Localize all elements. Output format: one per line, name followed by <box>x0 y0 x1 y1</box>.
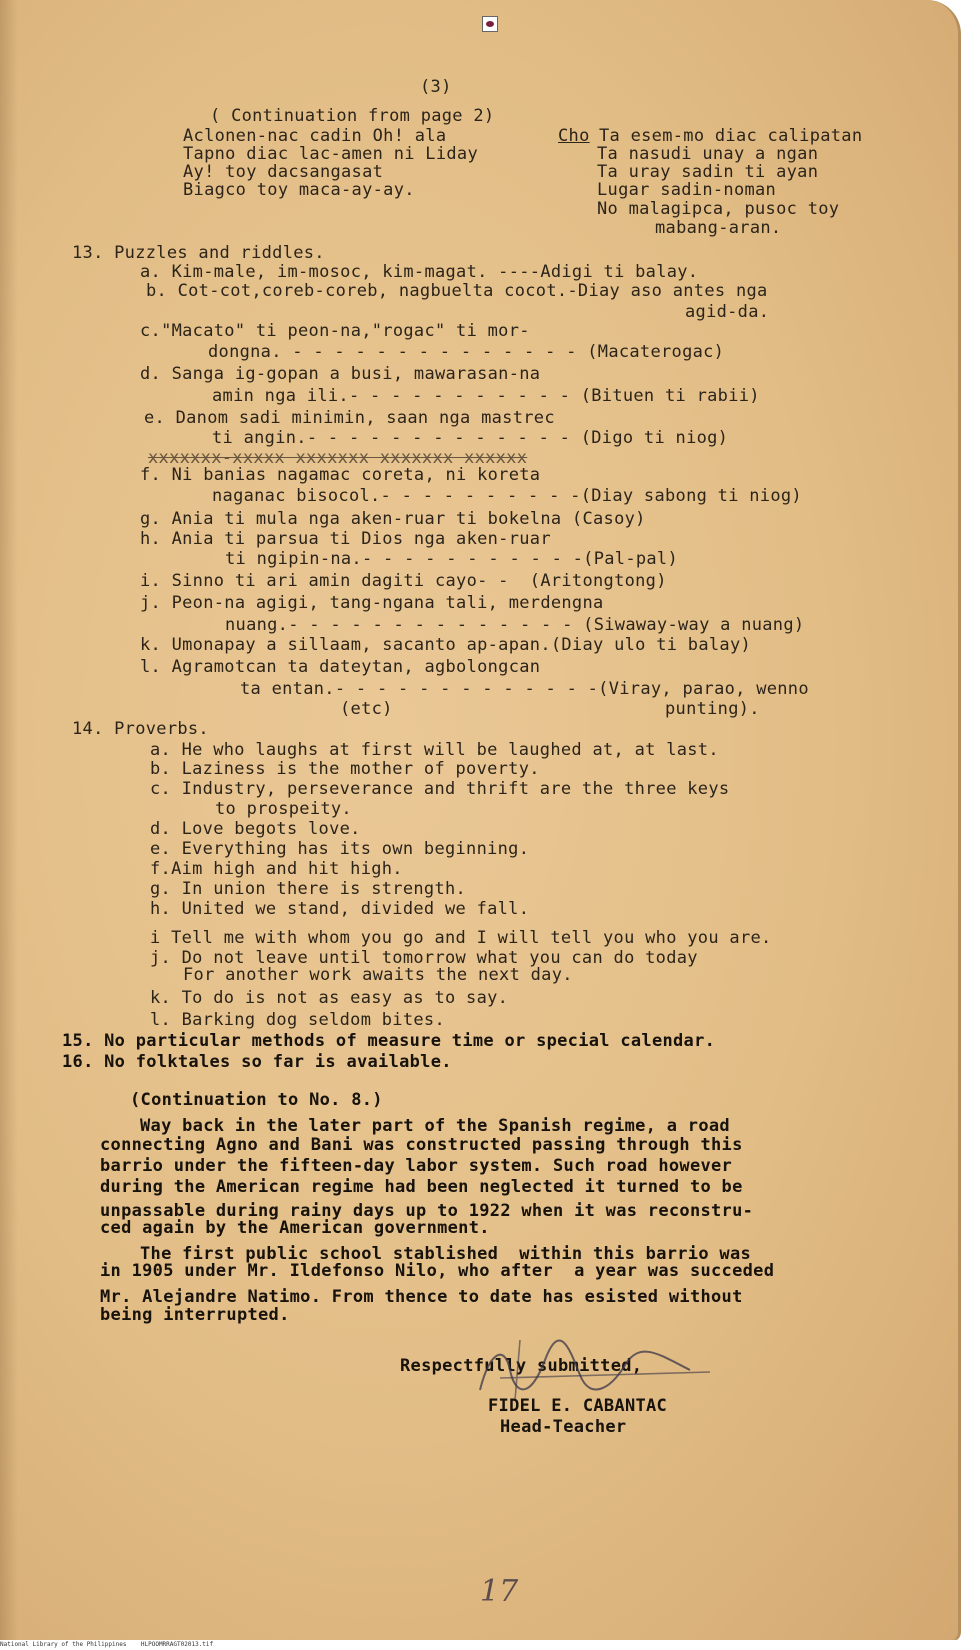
poem-left-line: Ay! toy dacsangasat <box>183 162 384 182</box>
continuation-note: ( Continuation from page 2) <box>210 106 495 126</box>
riddle-line: nuang.- - - - - - - - - - - - - - (Siwaway-way a nuang) <box>225 615 805 635</box>
struck-out-line: xxxxxxx-xxxxx xxxxxxx xxxxxxx xxxxxx <box>148 448 528 468</box>
source-footer: National Library of the Philippines HLPOOMRRAGT02013.tif <box>0 1640 980 1650</box>
riddle-line: (etc) <box>340 699 393 719</box>
poem-right-line: mabang-aran. <box>655 218 782 238</box>
proverb-line: h. United we stand, divided we fall. <box>150 899 530 919</box>
proverb-line: For another work awaits the next day. <box>183 965 573 985</box>
paragraph-line: connecting Agno and Bani was constructed passing through this <box>100 1135 743 1155</box>
proverb-line: b. Laziness is the mother of poverty. <box>150 759 540 779</box>
proverb-line: j. Do not leave until tomorrow what you can do today <box>150 948 698 968</box>
riddle-line: agid-da. <box>685 302 770 322</box>
riddle-line: e. Danom sadi minimin, saan nga mastrec <box>144 408 555 428</box>
item-16: 16. No folktales so far is available. <box>62 1052 452 1072</box>
proverb-line: f.Aim high and hit high. <box>150 859 403 879</box>
handwritten-page-number: 17 <box>480 1574 519 1609</box>
page-header: (3) <box>420 77 452 97</box>
continuation-heading: (Continuation to No. 8.) <box>130 1090 383 1110</box>
paragraph-line: being interrupted. <box>100 1305 290 1325</box>
signatory-name: FIDEL E. CABANTAC <box>488 1396 668 1416</box>
poem-right-line: Ta esem-mo diac calipatan <box>599 126 863 146</box>
riddle-line: g. Ania ti mula nga aken-ruar ti bokelna (Casoy) <box>140 509 646 529</box>
riddle-line: b. Cot-cot,coreb-coreb, nagbuelta cocot.-Diay aso antes nga <box>146 281 768 301</box>
proverb-line: c. Industry, perseverance and thrift are the three keys <box>150 779 730 799</box>
proverb-line: e. Everything has its own beginning. <box>150 839 530 859</box>
signatory-title: Head-Teacher <box>500 1417 627 1437</box>
riddle-line: k. Umonapay a sillaam, sacanto ap-apan.(Diay ulo ti balay) <box>140 635 752 655</box>
riddle-line: ti ngipin-na.- - - - - - - - - - -(Pal-pal) <box>225 549 678 569</box>
proverb-line: to prospeity. <box>215 799 352 819</box>
poem-left-line: Biagco toy maca-ay-ay. <box>183 180 415 200</box>
poem-left-line: Aclonen-nac cadin Oh! ala <box>183 126 447 146</box>
chorus-label: Cho <box>558 126 590 146</box>
riddle-line: amin nga ili.- - - - - - - - - - - (Bituen ti rabii) <box>212 386 760 406</box>
proverb-line: l. Barking dog seldom bites. <box>150 1010 445 1030</box>
paragraph-line: during the American regime had been neglected it turned to be <box>100 1177 743 1197</box>
proverb-line: k. To do is not as easy as to say. <box>150 988 509 1008</box>
paragraph-line: unpassable during rainy days up to 1922 when it was reconstru- <box>100 1201 754 1221</box>
riddle-line: f. Ni banias nagamac coreta, ni koreta <box>140 465 541 485</box>
riddle-line: d. Sanga ig-gopan a busi, mawarasan-na <box>140 364 541 384</box>
paragraph-line: ced again by the American government. <box>100 1218 490 1238</box>
riddle-line: j. Peon-na agigi, tang-ngana tali, merdengna <box>140 593 604 613</box>
poem-right-line: No malagipca, pusoc toy <box>597 199 840 219</box>
riddle-line: ta entan.- - - - - - - - - - - - -(Viray, parao, wenno <box>240 679 809 699</box>
riddle-line: punting). <box>665 699 760 719</box>
proverb-line: i Tell me with whom you go and I will tell you who you are. <box>150 928 772 948</box>
paragraph-line: in 1905 under Mr. Ildefonso Nilo, who after a year was succeded <box>100 1261 775 1281</box>
riddle-line: naganac bisocol.- - - - - - - - - -(Diay sabong ti niog) <box>212 486 802 506</box>
paragraph-line: The first public school stablished within this barrio was <box>140 1244 752 1264</box>
riddle-line: i. Sinno ti ari amin dagiti cayo- - (Aritongtong) <box>140 571 667 591</box>
item-15: 15. No particular methods of measure time or special calendar. <box>62 1031 716 1051</box>
paragraph-line: Way back in the later part of the Spanish regime, a road <box>140 1116 730 1136</box>
paragraph-line: Mr. Alejandre Natimo. From thence to date has esisted without <box>100 1287 743 1307</box>
proverb-line: g. In union there is strength. <box>150 879 467 899</box>
proverb-line: a. He who laughs at first will be laughed at, at last. <box>150 740 719 760</box>
proverb-line: d. Love begots love. <box>150 819 361 839</box>
library-stamp-icon <box>482 16 498 32</box>
riddle-line: c."Macato" ti peon-na,"rogac" ti mor- <box>140 321 530 341</box>
closing-text: Respectfully submitted, <box>400 1356 643 1376</box>
riddle-line: dongna. - - - - - - - - - - - - - - (Macaterogac) <box>208 342 725 362</box>
riddle-line: ti angin.- - - - - - - - - - - - - (Digo ti niog) <box>212 428 729 448</box>
poem-right-line: Ta nasudi unay a ngan <box>597 144 819 164</box>
paragraph-line: barrio under the fifteen-day labor system. Such road however <box>100 1156 733 1176</box>
section-14-heading: 14. Proverbs. <box>72 719 209 739</box>
riddle-line: a. Kim-male, im-mosoc, kim-magat. ----Adigi ti balay. <box>140 262 699 282</box>
poem-right-line: Lugar sadin-noman <box>597 180 777 200</box>
section-13-heading: 13. Puzzles and riddles. <box>72 243 325 263</box>
poem-right-line: Ta uray sadin ti ayan <box>597 162 819 182</box>
riddle-line: h. Ania ti parsua ti Dios nga aken-ruar <box>140 529 551 549</box>
riddle-line: l. Agramotcan ta dateytan, agbolongcan <box>140 657 541 677</box>
binding-shadow <box>0 0 18 1640</box>
poem-left-line: Tapno diac lac-amen ni Liday <box>183 144 478 164</box>
